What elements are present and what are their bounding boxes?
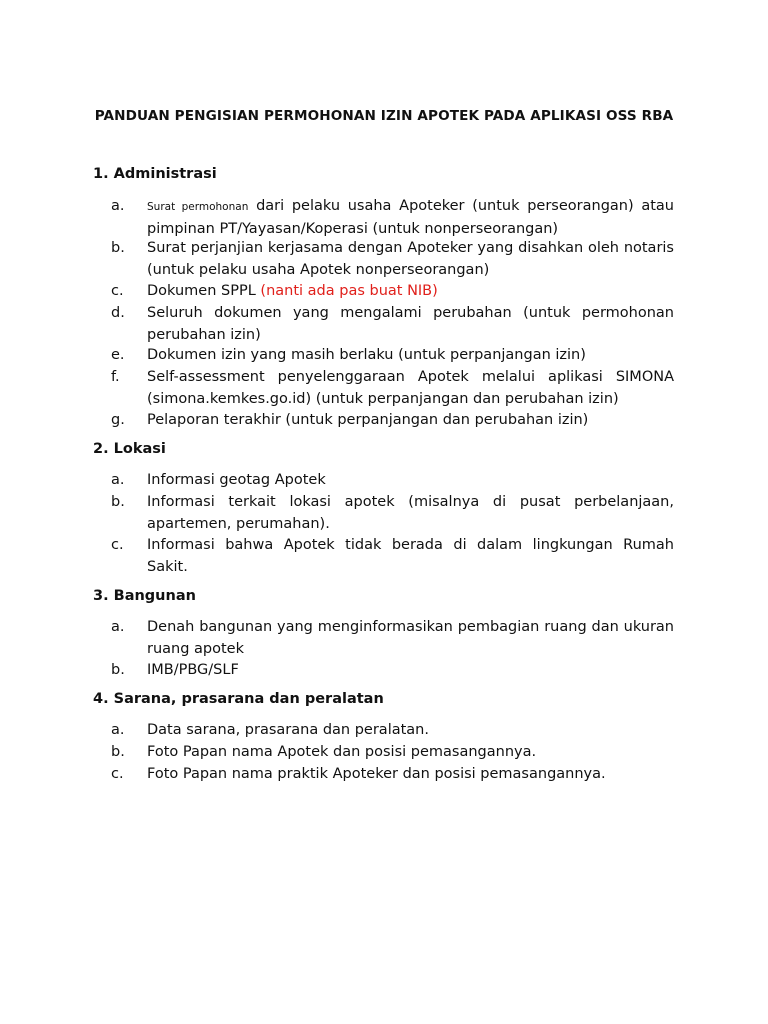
list-item-text: Dokumen SPPL <box>147 283 261 299</box>
list-item-text: Pelaporan terakhir (untuk perpanjangan dan perubahan izin) <box>147 412 589 428</box>
list-item-text: Seluruh dokumen yang mengalami perubahan (untuk permohonan <box>147 305 674 321</box>
section-heading-bangunan: 3. Bangunan <box>93 588 196 604</box>
list-item-text: Informasi bahwa Apotek tidak berada di dalam lingkungan Rumah <box>147 537 674 553</box>
list-item-text: Foto Papan nama praktik Apoteker dan posisi pemasangannya. <box>147 766 606 782</box>
document-title: PANDUAN PENGISIAN PERMOHONAN IZIN APOTEK PADA APLIKASI OSS RBA <box>94 108 674 124</box>
list-item-label: f. <box>111 369 120 385</box>
list-item-label: b. <box>111 662 125 678</box>
list-item-text: Dokumen izin yang masih berlaku (untuk perpanjangan izin) <box>147 347 586 363</box>
section-heading-sarana: 4. Sarana, prasarana dan peralatan <box>93 691 384 707</box>
list-item-label: b. <box>111 494 125 510</box>
list-item-small-prefix: Surat permohonan <box>147 201 249 213</box>
list-item-text: ruang apotek <box>147 640 245 657</box>
list-item-text: (simona.kemkes.go.id) (untuk perpanjangan dan perubahan izin) <box>147 390 619 407</box>
list-item-text: apartemen, perumahan). <box>147 515 330 532</box>
list-item-text: Denah bangunan yang menginformasikan pembagian ruang dan ukuran <box>147 619 674 635</box>
list-item-label: c. <box>111 766 124 782</box>
section-heading-lokasi: 2. Lokasi <box>93 441 166 457</box>
list-item-text: pimpinan PT/Yayasan/Koperasi (untuk nonperseorangan) <box>147 220 559 237</box>
list-item-text: (untuk pelaku usaha Apotek nonperseorangan) <box>147 261 490 278</box>
highlight-note: (nanti ada pas buat NIB) <box>260 283 438 299</box>
list-item-label: b. <box>111 240 125 256</box>
list-item-text: Informasi terkait lokasi apotek (misalnya di pusat perbelanjaan, <box>147 494 674 510</box>
list-item-text: Self-assessment penyelenggaraan Apotek melalui aplikasi SIMONA <box>147 369 674 385</box>
list-item-text: Sakit. <box>147 558 188 575</box>
list-item-label: a. <box>111 722 125 738</box>
list-item-label: a. <box>111 198 125 214</box>
list-item-text: Data sarana, prasarana dan peralatan. <box>147 722 429 738</box>
list-item-label: b. <box>111 744 125 760</box>
list-item-text: Surat perjanjian kerjasama dengan Apoteker yang disahkan oleh notaris <box>147 240 674 256</box>
list-item-label: c. <box>111 537 124 553</box>
list-item-text: Informasi geotag Apotek <box>147 472 326 488</box>
list-item-label: a. <box>111 472 125 488</box>
list-item-label: c. <box>111 283 124 299</box>
list-item-text: Foto Papan nama Apotek dan posisi pemasangannya. <box>147 744 537 760</box>
list-item-text: perubahan izin) <box>147 326 261 343</box>
list-item-text: IMB/PBG/SLF <box>147 662 239 678</box>
section-heading-administrasi: 1. Administrasi <box>93 166 217 182</box>
list-item-label: g. <box>111 412 125 428</box>
list-item-label: d. <box>111 305 125 321</box>
list-item-label: a. <box>111 619 125 635</box>
list-item-text: dari pelaku usaha Apoteker (untuk perseorangan) atau <box>248 198 674 214</box>
list-item-label: e. <box>111 347 125 363</box>
